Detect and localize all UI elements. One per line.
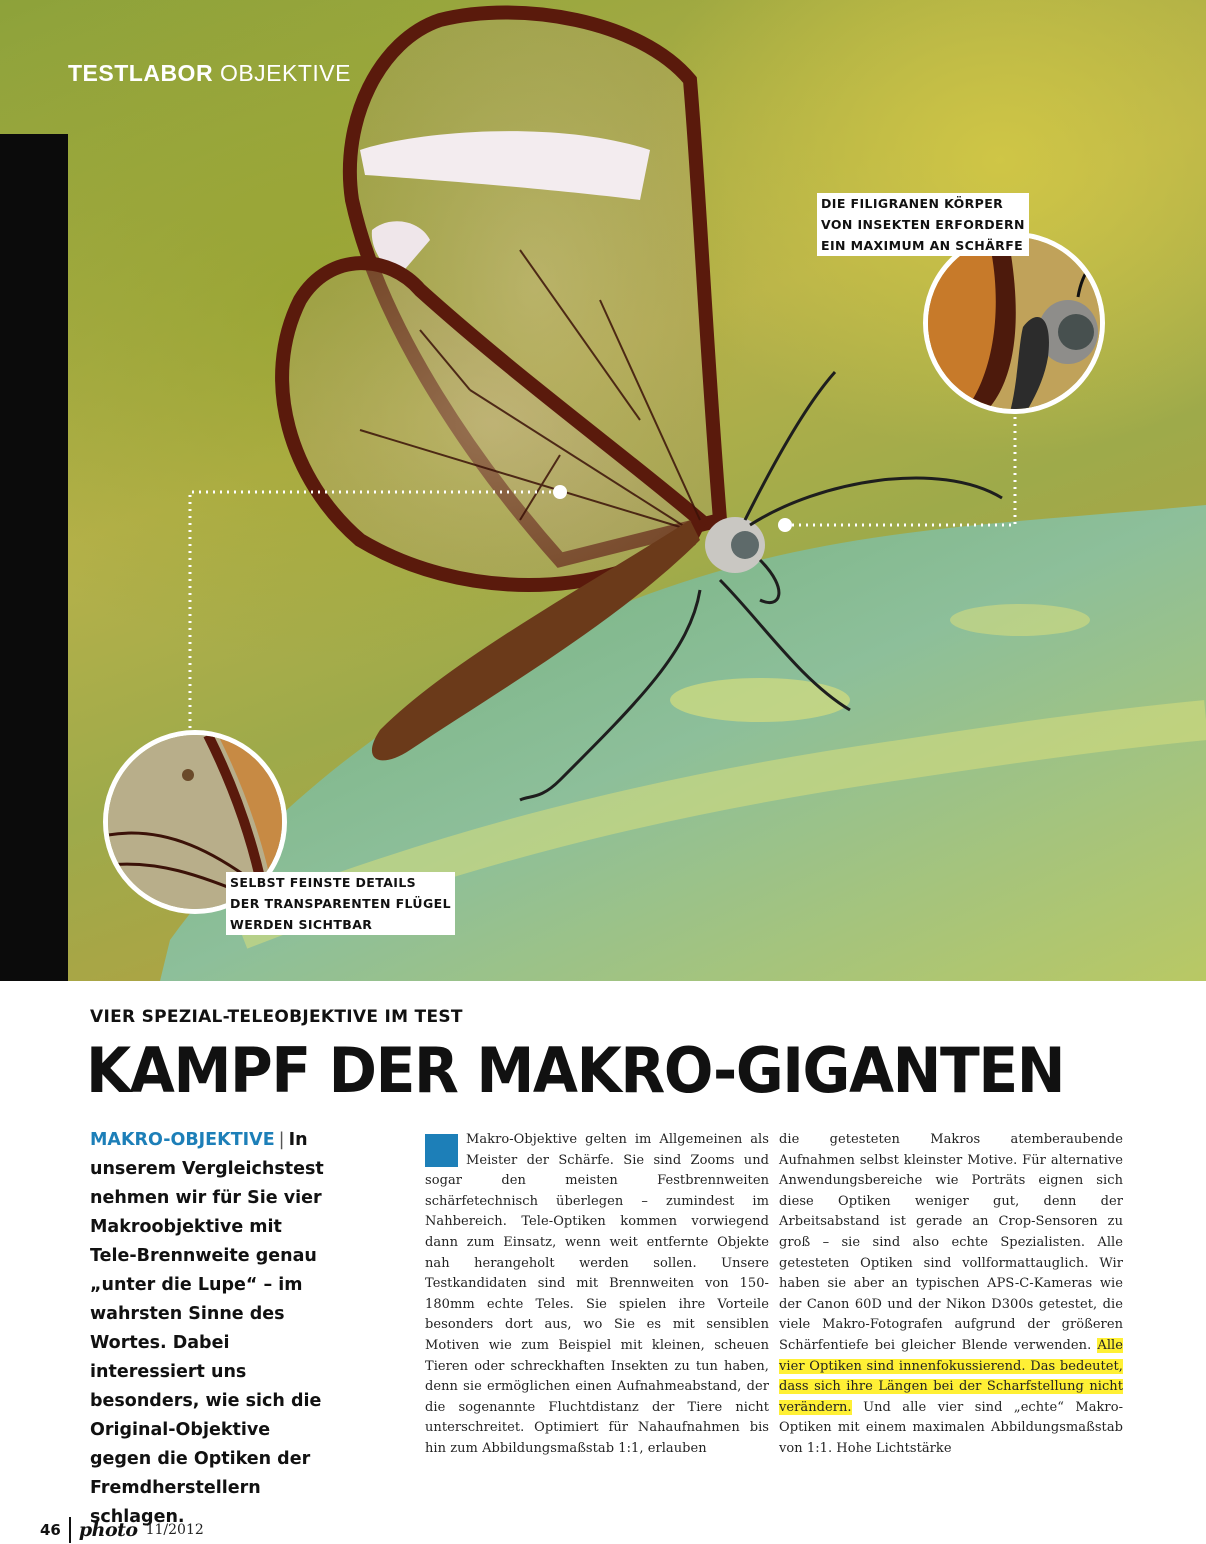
caption-line: VON INSEKTEN ERFORDERN	[821, 217, 1025, 232]
body-column-1	[425, 1130, 769, 1460]
zoom-circle-head	[923, 232, 1105, 414]
caption-wing-details	[226, 872, 455, 935]
section-label	[68, 60, 351, 87]
footer-divider	[69, 1517, 71, 1543]
body-text-2a: die getesteten Makros atemberaubende Aufnahmen selbst kleinster Motive. Für alternative Anwendungsbereiche wie Porträts eignen sich diese Optiken weniger gut, denn der Arbeitsabstand ist gerade an Crop-Sensoren zu groß – sie sind also echte Spezialisten. Alle getesteten Optiken sind vollformattauglich. Wir haben sie aber an typischen APS-C-Kameras wie der Canon 60D und der Nikon D300s getestet, die viele Makro-Fotografen aufgrund der größeren Schärfentiefe bei gleicher Blende verwenden.	[779, 1132, 1123, 1353]
intro-separator: |	[278, 1130, 285, 1150]
section-label-light: OBJEKTIVE	[219, 60, 351, 86]
caption-line: WERDEN SICHTBAR	[230, 917, 373, 932]
intro-text: In unserem Vergleichstest nehmen wir für Sie vier Makroobjektive mit Tele-Brennweite genau „unter die Lupe“ – im wahrsten Sinne des Wortes. Dabei interessiert uns besonders, wie sich die Original-Objektive gegen die Optiken der Fremdherstellern schlagen.	[90, 1130, 324, 1527]
intro-label: MAKRO-OBJEKTIVE	[90, 1130, 275, 1150]
page-number: 46	[40, 1521, 61, 1539]
body-text-2b: Und alle vier sind „echte“ Makro-Optiken mit einem maximalen Abbildungsmaßstab von 1:1. Hohe Lichtstärke	[779, 1399, 1124, 1456]
magazine-logo: photo	[78, 1519, 138, 1541]
caption-line: EIN MAXIMUM AN SCHÄRFE	[821, 238, 1024, 253]
section-label-bold: TESTLABOR	[68, 60, 214, 86]
caption-line: DER TRANSPARENTEN FLÜGEL	[230, 896, 451, 911]
caption-line: SELBST FEINSTE DETAILS	[230, 875, 417, 890]
highlighted-text: Alle vier Optiken sind innenfokussierend. Das bedeutet, dass sich ihre Längen bei der Scharfstellung nicht verändern.	[779, 1337, 1123, 1415]
drop-square	[425, 1134, 458, 1167]
article-intro	[90, 1126, 330, 1532]
caption-insect-body	[817, 193, 1029, 256]
body-column-2	[779, 1130, 1123, 1460]
caption-line: DIE FILIGRANEN KÖRPER	[821, 196, 1004, 211]
article-kicker: VIER SPEZIAL-TELEOBJEKTIVE IM TEST	[90, 1007, 463, 1027]
page-footer	[40, 1518, 204, 1542]
issue-date: 11/2012	[145, 1522, 204, 1538]
side-bar	[0, 134, 68, 981]
body-text-1: Makro-Objektive gelten im Allgemeinen als Meister der Schärfe. Sie sind Zooms und sogar den meisten Festbrennweiten schärfetechnisch überlegen – zumindest im Nahbereich. Tele-Optiken kommen vorwiegend dann zum Einsatz, wenn weit entfernte Objekte nah herangeholt werden sollen. Unsere Testkandidaten sind mit Brennweiten von 150-180mm echte Teles. Sie spielen ihre Vorteile besonders dort aus, wo Sie es mit sensiblen Motiven wie zum Beispiel mit kleinen, scheuen Tieren oder schreckhaften Insekten zu tun haben, denn sie ermöglichen einen Aufnahmeabstand, der die sogenannte Fluchtdistanz der Tiere nicht unterschreitet. Optimiert für Nahaufnahmen bis hin zum Abbildungsmaßstab 1:1, erlauben	[425, 1132, 769, 1456]
article-title: KAMPF DER MAKRO-GIGANTEN	[86, 1034, 1065, 1107]
